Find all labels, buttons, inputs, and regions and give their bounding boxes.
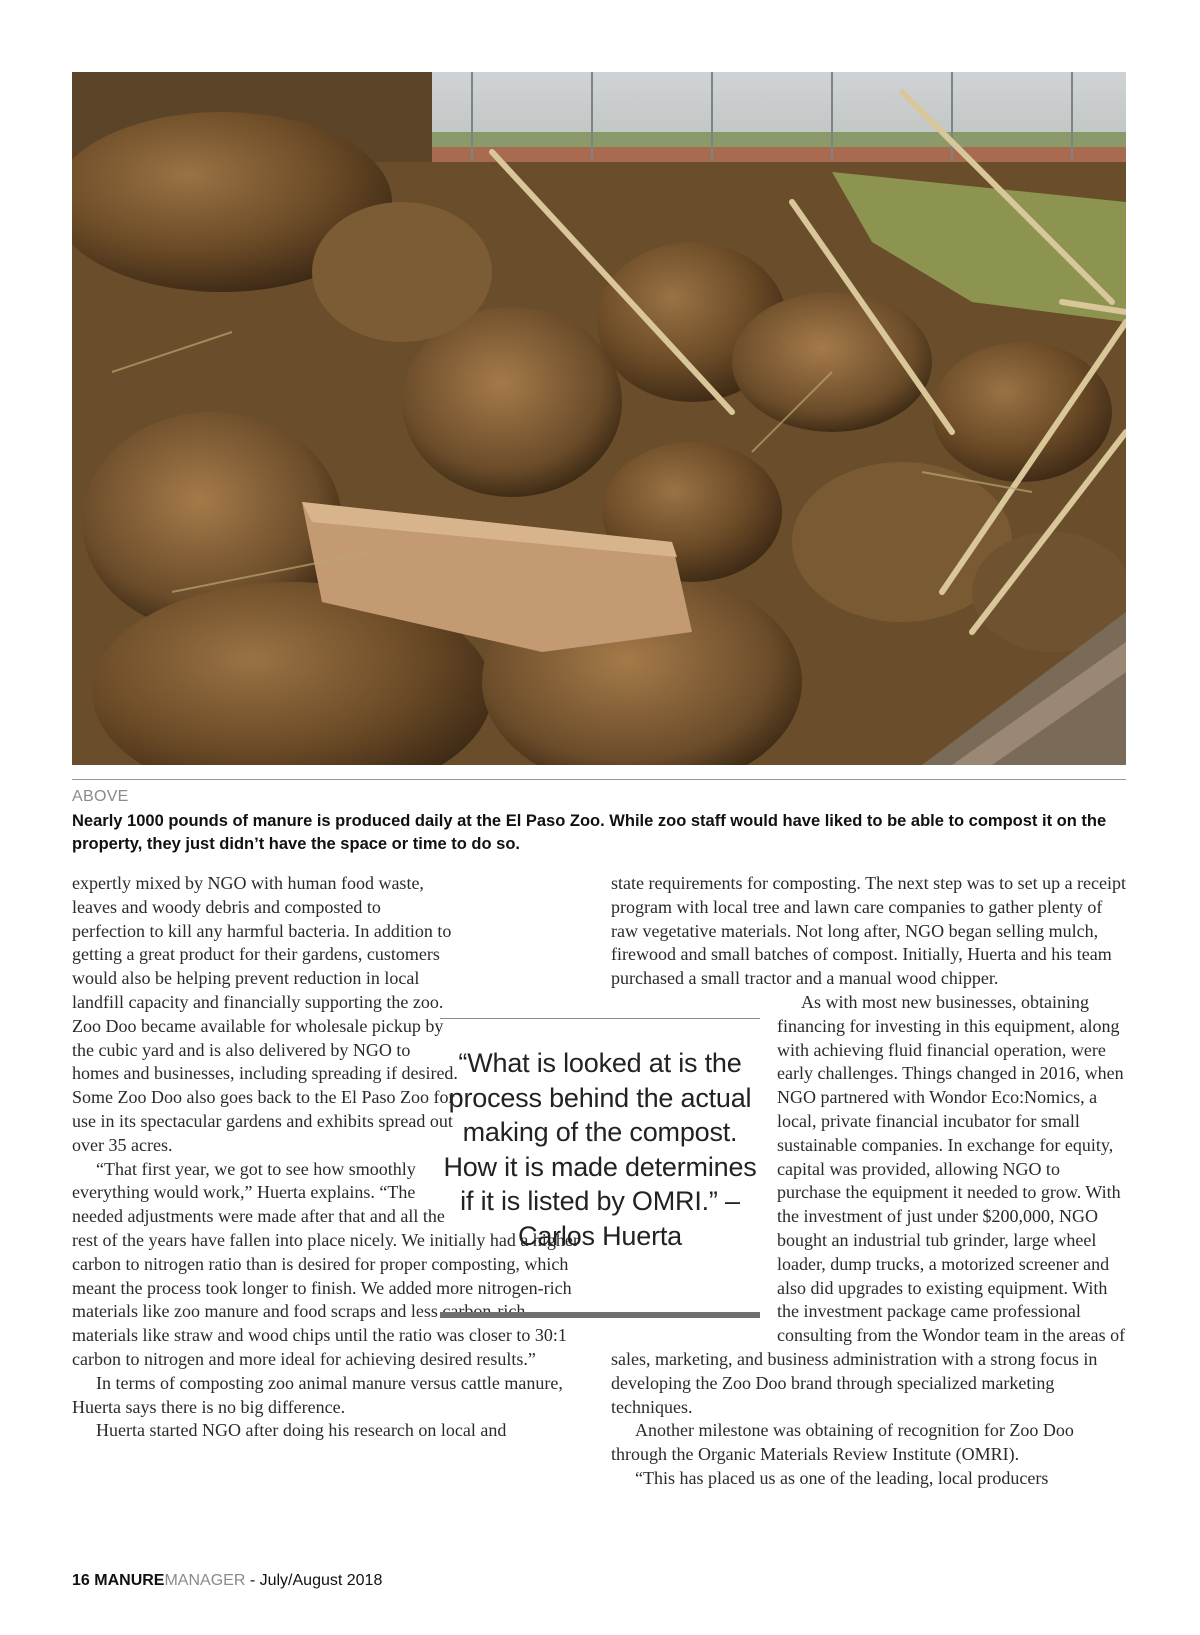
- pullquote-top-rule: [440, 1018, 760, 1019]
- paragraph: As with most new businesses, obtaining financing for investing in this equipment, along with achieving fluid financial operation, were early challenges. Things changed in 2016, when NGO partnered with Wondor Eco:Nomics, a local, private financial incubator for small sustainable companies. In exchange for equity, capital was provided, allowing NGO to purchase the equipment it needed to grow. With the investment of just under $200,000, NGO bought an industrial tub grinder, large wheel loader, dump trucks, a motorized screener and also did upgrades to existing equipment. With the investment package came professional consulting from the Wondor team in the areas of sales, marketing, and business administration with a strong focus in developing the Zoo Doo brand through specialized marketing techniques.: [611, 991, 1126, 1417]
- caption-divider: [72, 779, 1126, 780]
- caption-label: ABOVE: [72, 788, 129, 805]
- paragraph: “This has placed us as one of the leading, local producers: [635, 1467, 1049, 1488]
- pullquote-text: “What is looked at is the process behind the actual making of the compost. How it is made determines if it is listed by OMRI.” – Carlos Huerta: [443, 1048, 757, 1251]
- pull-quote: [440, 1018, 760, 1318]
- paragraph: expertly mixed by NGO with human food waste, leaves and woody debris and composted to perfection to kill any harmful bacteria. In addition to getting a great product for their gardens, customers would also be helping prevent reduction in local landfill capacity and financially supporting the zoo. Zoo Doo became available for wholesale pickup by the cubic yard and is also delivered by NGO to homes and businesses, including spreading if desired. Some Zoo Doo also goes back to the El Paso Zoo for use in its spectacular gardens and exhibits spread out over 35 acres.: [72, 873, 458, 1155]
- magazine-name-light: MANAGER: [164, 1572, 246, 1589]
- issue-date: - July/August 2018: [249, 1572, 383, 1589]
- magazine-name-bold: MANURE: [94, 1572, 165, 1589]
- page-footer: [72, 1572, 382, 1590]
- pullquote-bottom-rule: [440, 1312, 760, 1318]
- photo-caption: Nearly 1000 pounds of manure is produced daily at the El Paso Zoo. While zoo staff would have liked to be able to compost it on the property, they just didn’t have the space or time to do so.: [72, 812, 1107, 853]
- paragraph: Huerta started NGO after doing his research on local and: [96, 1420, 507, 1441]
- paragraph: “That first year, we got to see how smoothly everything would work,” Huerta explains. “The needed adjustments were made after that and all the rest of the years have fallen into place nicely. We initially had a higher carbon to nitrogen ratio than is desired for proper composting, which meant the process took longer to finish. We added more nitrogen-rich materials like zoo manure and food scraps and less carbon-rich materials like straw and wood chips until the ratio was closer to 30:1 carbon to nitrogen and more ideal for achieving desired results.”: [72, 1158, 579, 1369]
- page-number: 16: [72, 1572, 90, 1589]
- paragraph: Another milestone was obtaining of recognition for Zoo Doo through the Organic Materials Review Institute (OMRI).: [611, 1420, 1074, 1465]
- paragraph: state requirements for composting. The next step was to set up a receipt program with local tree and lawn care companies to gather plenty of raw vegetative materials. Not long after, NGO began selling mulch, firewood and small batches of compost. Initially, Huerta and his team purchased a small tractor and a manual wood chipper.: [611, 873, 1127, 989]
- paragraph: In terms of composting zoo animal manure versus cattle manure, Huerta says there is no big difference.: [72, 1372, 563, 1417]
- manure-pile-photo: [72, 72, 1126, 765]
